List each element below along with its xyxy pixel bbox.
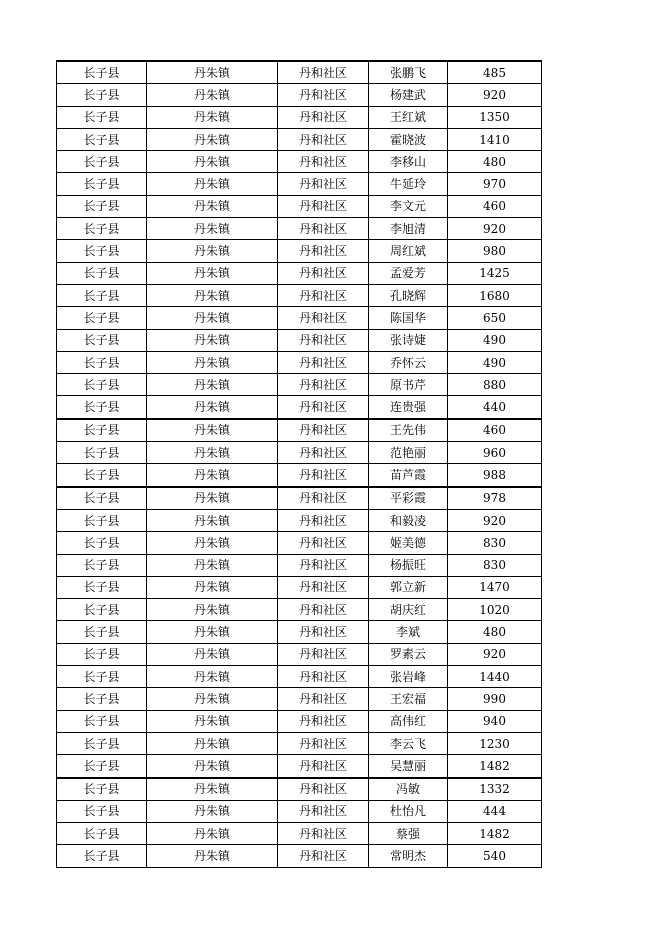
table-row — [57, 487, 542, 510]
cell-amount: 830 — [448, 532, 542, 554]
table-row — [57, 732, 542, 754]
table-row — [57, 307, 542, 329]
cell-amount: 1020 — [448, 599, 542, 621]
table-row — [57, 396, 542, 419]
cell-community: 丹和社区 — [278, 778, 369, 801]
cell-name: 孔晓辉 — [369, 284, 448, 306]
cell-town: 丹朱镇 — [147, 374, 278, 396]
table-row — [57, 666, 542, 688]
table-row — [57, 621, 542, 643]
cell-community: 丹和社区 — [278, 329, 369, 351]
cell-town: 丹朱镇 — [147, 442, 278, 464]
cell-name: 李移山 — [369, 151, 448, 173]
cell-community: 丹和社区 — [278, 442, 369, 464]
table-body — [57, 61, 542, 867]
cell-amount: 990 — [448, 688, 542, 710]
cell-town: 丹朱镇 — [147, 173, 278, 195]
cell-community: 丹和社区 — [278, 532, 369, 554]
table-row — [57, 442, 542, 464]
table-row — [57, 576, 542, 598]
cell-community: 丹和社区 — [278, 643, 369, 665]
cell-community: 丹和社区 — [278, 554, 369, 576]
cell-town: 丹朱镇 — [147, 643, 278, 665]
cell-community: 丹和社区 — [278, 464, 369, 487]
cell-name: 王先伟 — [369, 419, 448, 442]
cell-name: 罗素云 — [369, 643, 448, 665]
cell-town: 丹朱镇 — [147, 240, 278, 262]
cell-amount: 1350 — [448, 106, 542, 128]
cell-name: 乔怀云 — [369, 351, 448, 373]
table-row — [57, 84, 542, 106]
cell-town: 丹朱镇 — [147, 84, 278, 106]
cell-amount: 960 — [448, 442, 542, 464]
cell-name: 王宏福 — [369, 688, 448, 710]
cell-community: 丹和社区 — [278, 84, 369, 106]
cell-county: 长子县 — [57, 351, 147, 373]
cell-community: 丹和社区 — [278, 755, 369, 778]
cell-community: 丹和社区 — [278, 128, 369, 150]
cell-name: 苗芦霞 — [369, 464, 448, 487]
cell-community: 丹和社区 — [278, 845, 369, 867]
table-row — [57, 374, 542, 396]
table-row — [57, 106, 542, 128]
cell-community: 丹和社区 — [278, 800, 369, 822]
table-row — [57, 329, 542, 351]
cell-county: 长子县 — [57, 800, 147, 822]
cell-name: 冯敏 — [369, 778, 448, 801]
cell-community: 丹和社区 — [278, 307, 369, 329]
table-row — [57, 778, 542, 801]
cell-community: 丹和社区 — [278, 284, 369, 306]
cell-county: 长子县 — [57, 688, 147, 710]
table-row — [57, 195, 542, 217]
cell-town: 丹朱镇 — [147, 106, 278, 128]
cell-community: 丹和社区 — [278, 823, 369, 845]
cell-amount: 540 — [448, 845, 542, 867]
cell-community: 丹和社区 — [278, 666, 369, 688]
table-row — [57, 800, 542, 822]
cell-community: 丹和社区 — [278, 487, 369, 510]
cell-name: 李文元 — [369, 195, 448, 217]
cell-community: 丹和社区 — [278, 240, 369, 262]
cell-county: 长子县 — [57, 195, 147, 217]
cell-town: 丹朱镇 — [147, 128, 278, 150]
cell-name: 陈国华 — [369, 307, 448, 329]
cell-amount: 920 — [448, 509, 542, 531]
cell-name: 郭立新 — [369, 576, 448, 598]
table-row — [57, 464, 542, 487]
cell-amount: 978 — [448, 487, 542, 510]
table-row — [57, 823, 542, 845]
cell-amount: 920 — [448, 218, 542, 240]
cell-county: 长子县 — [57, 845, 147, 867]
table-row — [57, 509, 542, 531]
cell-name: 王红斌 — [369, 106, 448, 128]
table-row — [57, 61, 542, 84]
table-row — [57, 351, 542, 373]
cell-amount: 1482 — [448, 823, 542, 845]
cell-amount: 1410 — [448, 128, 542, 150]
cell-town: 丹朱镇 — [147, 621, 278, 643]
cell-community: 丹和社区 — [278, 151, 369, 173]
data-table — [56, 60, 542, 868]
cell-county: 长子县 — [57, 128, 147, 150]
cell-name: 平彩霞 — [369, 487, 448, 510]
table-row — [57, 240, 542, 262]
table-row — [57, 128, 542, 150]
cell-county: 长子县 — [57, 509, 147, 531]
cell-town: 丹朱镇 — [147, 576, 278, 598]
cell-county: 长子县 — [57, 755, 147, 778]
cell-county: 长子县 — [57, 778, 147, 801]
cell-community: 丹和社区 — [278, 61, 369, 84]
cell-county: 长子县 — [57, 240, 147, 262]
cell-community: 丹和社区 — [278, 173, 369, 195]
cell-county: 长子县 — [57, 61, 147, 84]
cell-community: 丹和社区 — [278, 599, 369, 621]
cell-town: 丹朱镇 — [147, 351, 278, 373]
cell-amount: 940 — [448, 710, 542, 732]
table-row — [57, 688, 542, 710]
cell-town: 丹朱镇 — [147, 688, 278, 710]
cell-county: 长子县 — [57, 576, 147, 598]
cell-county: 长子县 — [57, 396, 147, 419]
cell-county: 长子县 — [57, 487, 147, 510]
cell-county: 长子县 — [57, 554, 147, 576]
cell-name: 牛延玲 — [369, 173, 448, 195]
cell-amount: 1440 — [448, 666, 542, 688]
cell-amount: 970 — [448, 173, 542, 195]
cell-name: 高伟红 — [369, 710, 448, 732]
cell-amount: 1230 — [448, 732, 542, 754]
cell-amount: 830 — [448, 554, 542, 576]
table-row — [57, 710, 542, 732]
cell-town: 丹朱镇 — [147, 554, 278, 576]
cell-name: 姬美德 — [369, 532, 448, 554]
cell-town: 丹朱镇 — [147, 710, 278, 732]
cell-name: 张诗婕 — [369, 329, 448, 351]
cell-name: 胡庆红 — [369, 599, 448, 621]
cell-town: 丹朱镇 — [147, 151, 278, 173]
cell-town: 丹朱镇 — [147, 396, 278, 419]
cell-community: 丹和社区 — [278, 509, 369, 531]
cell-name: 常明杰 — [369, 845, 448, 867]
cell-county: 长子县 — [57, 284, 147, 306]
cell-name: 李斌 — [369, 621, 448, 643]
cell-amount: 440 — [448, 396, 542, 419]
cell-county: 长子县 — [57, 374, 147, 396]
cell-county: 长子县 — [57, 643, 147, 665]
cell-county: 长子县 — [57, 173, 147, 195]
cell-county: 长子县 — [57, 329, 147, 351]
table-row — [57, 643, 542, 665]
cell-town: 丹朱镇 — [147, 509, 278, 531]
cell-town: 丹朱镇 — [147, 464, 278, 487]
cell-community: 丹和社区 — [278, 732, 369, 754]
cell-amount: 460 — [448, 195, 542, 217]
table-row — [57, 845, 542, 867]
cell-amount: 480 — [448, 151, 542, 173]
table-row — [57, 755, 542, 778]
cell-county: 长子县 — [57, 442, 147, 464]
cell-town: 丹朱镇 — [147, 732, 278, 754]
cell-county: 长子县 — [57, 419, 147, 442]
cell-name: 孟爱芳 — [369, 262, 448, 284]
cell-amount: 490 — [448, 329, 542, 351]
cell-town: 丹朱镇 — [147, 487, 278, 510]
cell-amount: 485 — [448, 61, 542, 84]
cell-town: 丹朱镇 — [147, 778, 278, 801]
cell-county: 长子县 — [57, 621, 147, 643]
cell-town: 丹朱镇 — [147, 329, 278, 351]
cell-county: 长子县 — [57, 84, 147, 106]
cell-county: 长子县 — [57, 106, 147, 128]
cell-amount: 880 — [448, 374, 542, 396]
cell-town: 丹朱镇 — [147, 755, 278, 778]
cell-name: 连贵强 — [369, 396, 448, 419]
cell-name: 李云飞 — [369, 732, 448, 754]
table-row — [57, 554, 542, 576]
cell-town: 丹朱镇 — [147, 419, 278, 442]
table-row — [57, 151, 542, 173]
cell-town: 丹朱镇 — [147, 599, 278, 621]
cell-amount: 980 — [448, 240, 542, 262]
table-row — [57, 599, 542, 621]
cell-county: 长子县 — [57, 151, 147, 173]
cell-name: 杨振旺 — [369, 554, 448, 576]
cell-amount: 1425 — [448, 262, 542, 284]
cell-amount: 480 — [448, 621, 542, 643]
cell-name: 张鹏飞 — [369, 61, 448, 84]
cell-county: 长子县 — [57, 307, 147, 329]
cell-name: 张岩峰 — [369, 666, 448, 688]
cell-amount: 920 — [448, 84, 542, 106]
cell-community: 丹和社区 — [278, 576, 369, 598]
cell-community: 丹和社区 — [278, 710, 369, 732]
cell-community: 丹和社区 — [278, 106, 369, 128]
cell-name: 范艳丽 — [369, 442, 448, 464]
cell-amount: 1680 — [448, 284, 542, 306]
cell-name: 和毅凌 — [369, 509, 448, 531]
cell-amount: 1332 — [448, 778, 542, 801]
cell-county: 长子县 — [57, 732, 147, 754]
cell-town: 丹朱镇 — [147, 262, 278, 284]
cell-amount: 650 — [448, 307, 542, 329]
cell-county: 长子县 — [57, 666, 147, 688]
table-row — [57, 262, 542, 284]
cell-town: 丹朱镇 — [147, 845, 278, 867]
cell-amount: 1470 — [448, 576, 542, 598]
cell-county: 长子县 — [57, 262, 147, 284]
table-row — [57, 532, 542, 554]
cell-community: 丹和社区 — [278, 419, 369, 442]
cell-town: 丹朱镇 — [147, 61, 278, 84]
cell-county: 长子县 — [57, 464, 147, 487]
cell-county: 长子县 — [57, 532, 147, 554]
cell-community: 丹和社区 — [278, 262, 369, 284]
table-row — [57, 419, 542, 442]
cell-county: 长子县 — [57, 710, 147, 732]
cell-town: 丹朱镇 — [147, 532, 278, 554]
cell-town: 丹朱镇 — [147, 307, 278, 329]
cell-amount: 988 — [448, 464, 542, 487]
cell-town: 丹朱镇 — [147, 195, 278, 217]
cell-name: 原书芹 — [369, 374, 448, 396]
cell-name: 李旭清 — [369, 218, 448, 240]
cell-name: 杨建武 — [369, 84, 448, 106]
cell-community: 丹和社区 — [278, 195, 369, 217]
cell-name: 杜怡凡 — [369, 800, 448, 822]
cell-town: 丹朱镇 — [147, 823, 278, 845]
table-row — [57, 284, 542, 306]
cell-county: 长子县 — [57, 823, 147, 845]
cell-community: 丹和社区 — [278, 396, 369, 419]
cell-name: 吴慧丽 — [369, 755, 448, 778]
cell-name: 周红斌 — [369, 240, 448, 262]
table-row — [57, 173, 542, 195]
cell-town: 丹朱镇 — [147, 218, 278, 240]
cell-town: 丹朱镇 — [147, 666, 278, 688]
cell-name: 霍晓波 — [369, 128, 448, 150]
cell-amount: 490 — [448, 351, 542, 373]
cell-community: 丹和社区 — [278, 218, 369, 240]
cell-community: 丹和社区 — [278, 688, 369, 710]
cell-county: 长子县 — [57, 218, 147, 240]
cell-amount: 460 — [448, 419, 542, 442]
cell-community: 丹和社区 — [278, 374, 369, 396]
cell-county: 长子县 — [57, 599, 147, 621]
cell-name: 蔡强 — [369, 823, 448, 845]
cell-community: 丹和社区 — [278, 621, 369, 643]
cell-amount: 1482 — [448, 755, 542, 778]
table-row — [57, 218, 542, 240]
cell-amount: 444 — [448, 800, 542, 822]
cell-amount: 920 — [448, 643, 542, 665]
cell-community: 丹和社区 — [278, 351, 369, 373]
cell-town: 丹朱镇 — [147, 284, 278, 306]
cell-town: 丹朱镇 — [147, 800, 278, 822]
